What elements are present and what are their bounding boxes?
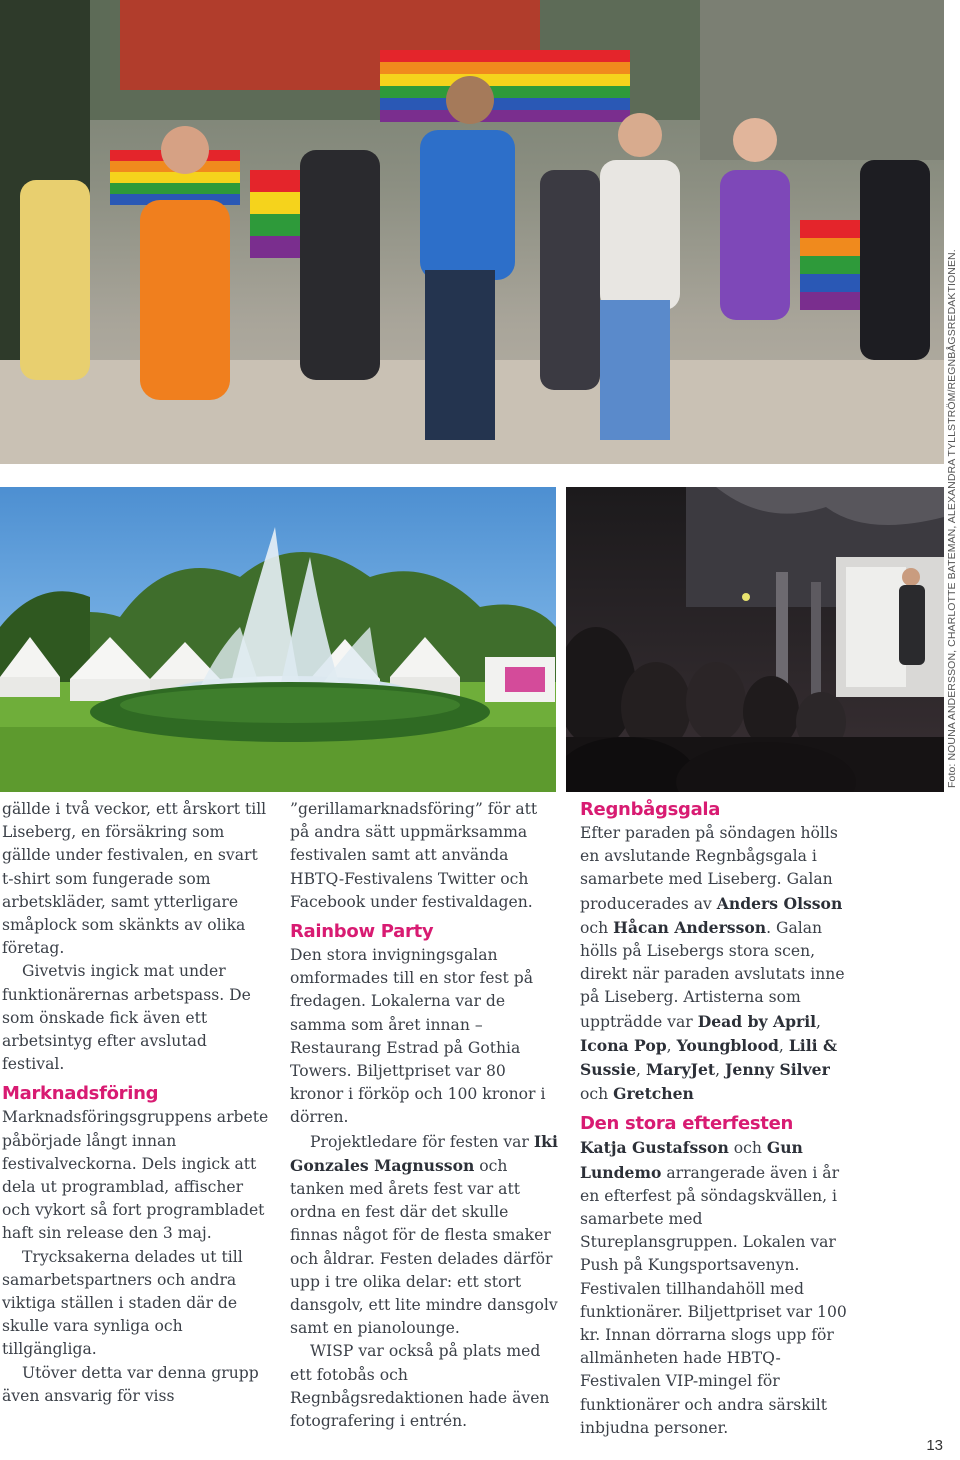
gala-photo bbox=[566, 487, 944, 792]
paragraph: Den stora invigningsgalan omformades till en stor fest på fredagen. Lokalerna var de samma som året innan – Restaurang Estrad på Gothia Towers. Biljettpriset var 80 kronor i förköp och 100 kronor i dörren. bbox=[290, 946, 546, 1127]
text-column-2 bbox=[290, 798, 558, 1433]
artist-name: Icona Pop bbox=[580, 1035, 667, 1055]
fountain-illustration bbox=[0, 487, 556, 792]
paragraph: Utöver detta var denna grupp även ansvarig för viss bbox=[2, 1363, 259, 1405]
artist-name: Youngblood bbox=[676, 1035, 779, 1055]
text-run: , bbox=[816, 1012, 822, 1031]
text-run: Efter paraden på söndagen hölls en avslutande Regnbågsgala i samarbete med Liseberg. Galan producerades av bbox=[580, 824, 838, 913]
paragraph: gällde i två veckor, ett årskort till Liseberg, en försäkring som gällde under festivalen, en svart t-shirt som fungerade som arbetskläder, samt ytterligare småplock som skänkts av olika företag. bbox=[2, 800, 267, 958]
text-run: Projektledare för festen var bbox=[310, 1132, 534, 1151]
gala-illustration bbox=[566, 487, 944, 792]
text-run: . Galan hölls på Lisebergs stora scen, direkt när paraden avslutats inne på Liseberg. Artisterna som uppträdde var bbox=[580, 918, 845, 1031]
paragraph: Trycksakerna delades ut till samarbetspartners och andra viktiga ställen i staden där de skulle vara synliga och tillgängliga. bbox=[2, 1247, 243, 1359]
text-run: och tanken med årets fest var att ordna en fest där det skulle finnas något för de flesta smaker och åldrar. Festen delades därför upp i tre olika delar: ett stort dansgolv, ett lite mindre dansgolv samt en pianolounge. bbox=[290, 1156, 558, 1338]
person-name: Iki Gonzales Magnusson bbox=[290, 1131, 558, 1175]
person-name: Anders Olsson bbox=[716, 893, 843, 913]
paragraph: WISP var också på plats med ett fotobås och Regnbågsredaktionen hade även fotografering i entrén. bbox=[290, 1342, 550, 1431]
artist-name: Dead by April bbox=[697, 1011, 817, 1031]
artist-name: MaryJet bbox=[645, 1060, 716, 1080]
text-run: , bbox=[715, 1061, 726, 1080]
section-heading-regnbagsgala: Regnbågsgala bbox=[580, 799, 721, 820]
parade-photo bbox=[0, 0, 944, 464]
section-heading-rainbow-party: Rainbow Party bbox=[290, 921, 434, 943]
parade-illustration bbox=[0, 0, 944, 464]
text-run: , bbox=[778, 1036, 789, 1055]
section-heading-efterfesten: Den stora efterfesten bbox=[580, 1113, 794, 1135]
artist-name: Jenny Silver bbox=[725, 1060, 830, 1080]
text-run: , bbox=[636, 1061, 646, 1080]
text-run: och bbox=[728, 1139, 767, 1158]
paragraph: Givetvis ingick mat under funktionärernas arbetspass. De som önskade fick även ett arbetsintyg efter avslutad festival. bbox=[2, 962, 251, 1074]
paragraph: ”gerillamarknadsföring” för att på andra sätt uppmärksamma festivalen samt att använda HBTQ-Festivalens Twitter och Facebook under festivaldagen. bbox=[290, 800, 538, 911]
paragraph bbox=[290, 1130, 558, 1341]
paragraph bbox=[580, 822, 850, 1106]
person-name: Katja Gustafsson bbox=[580, 1138, 729, 1158]
text-column-3 bbox=[580, 798, 850, 1440]
paragraph bbox=[580, 1136, 850, 1440]
person-name: Gun Lundemo bbox=[580, 1138, 803, 1182]
text-run: och bbox=[580, 1085, 614, 1104]
text-run: , bbox=[666, 1036, 677, 1055]
paragraph: Marknadsföringsgruppens arbete påbörjade långt innan festivalveckorna. Dels ingick att dela ut programblad, affischer och vykort så fort programbladet haft sin release den 3 maj. bbox=[2, 1108, 269, 1243]
text-run: och bbox=[580, 918, 614, 937]
artist-name: Gretchen bbox=[613, 1084, 694, 1104]
person-name: Håcan Andersson bbox=[613, 917, 767, 937]
photo-credit: Foto: NOUNA ANDERSSON, CHARLOTTE BATEMAN, ALEXANDRA TYLLSTRÖM/REGNBÅGSREDAKTIONEN. bbox=[946, 249, 958, 788]
section-heading-marknadsforing: Marknadsföring bbox=[2, 1083, 159, 1105]
fountain-photo bbox=[0, 487, 556, 792]
artist-name: Lili & Sussie bbox=[580, 1035, 838, 1080]
text-column-1 bbox=[2, 798, 270, 1408]
page-number: 13 bbox=[926, 1437, 943, 1454]
text-run: arrangerade även i år en efterfest på söndagskvällen, i samarbete med Stureplansgruppen. Lokalen var Push på Kungsportsavenyn. Festivalen tillhandahöll med funktionärer. Biljettpriset var 100 kr. Innan dörrarna slogs upp för allmänheten hade HBTQ-Festivalen VIP-mingel för funktionärer och andra särskilt inbjudna personer. bbox=[580, 1163, 847, 1437]
